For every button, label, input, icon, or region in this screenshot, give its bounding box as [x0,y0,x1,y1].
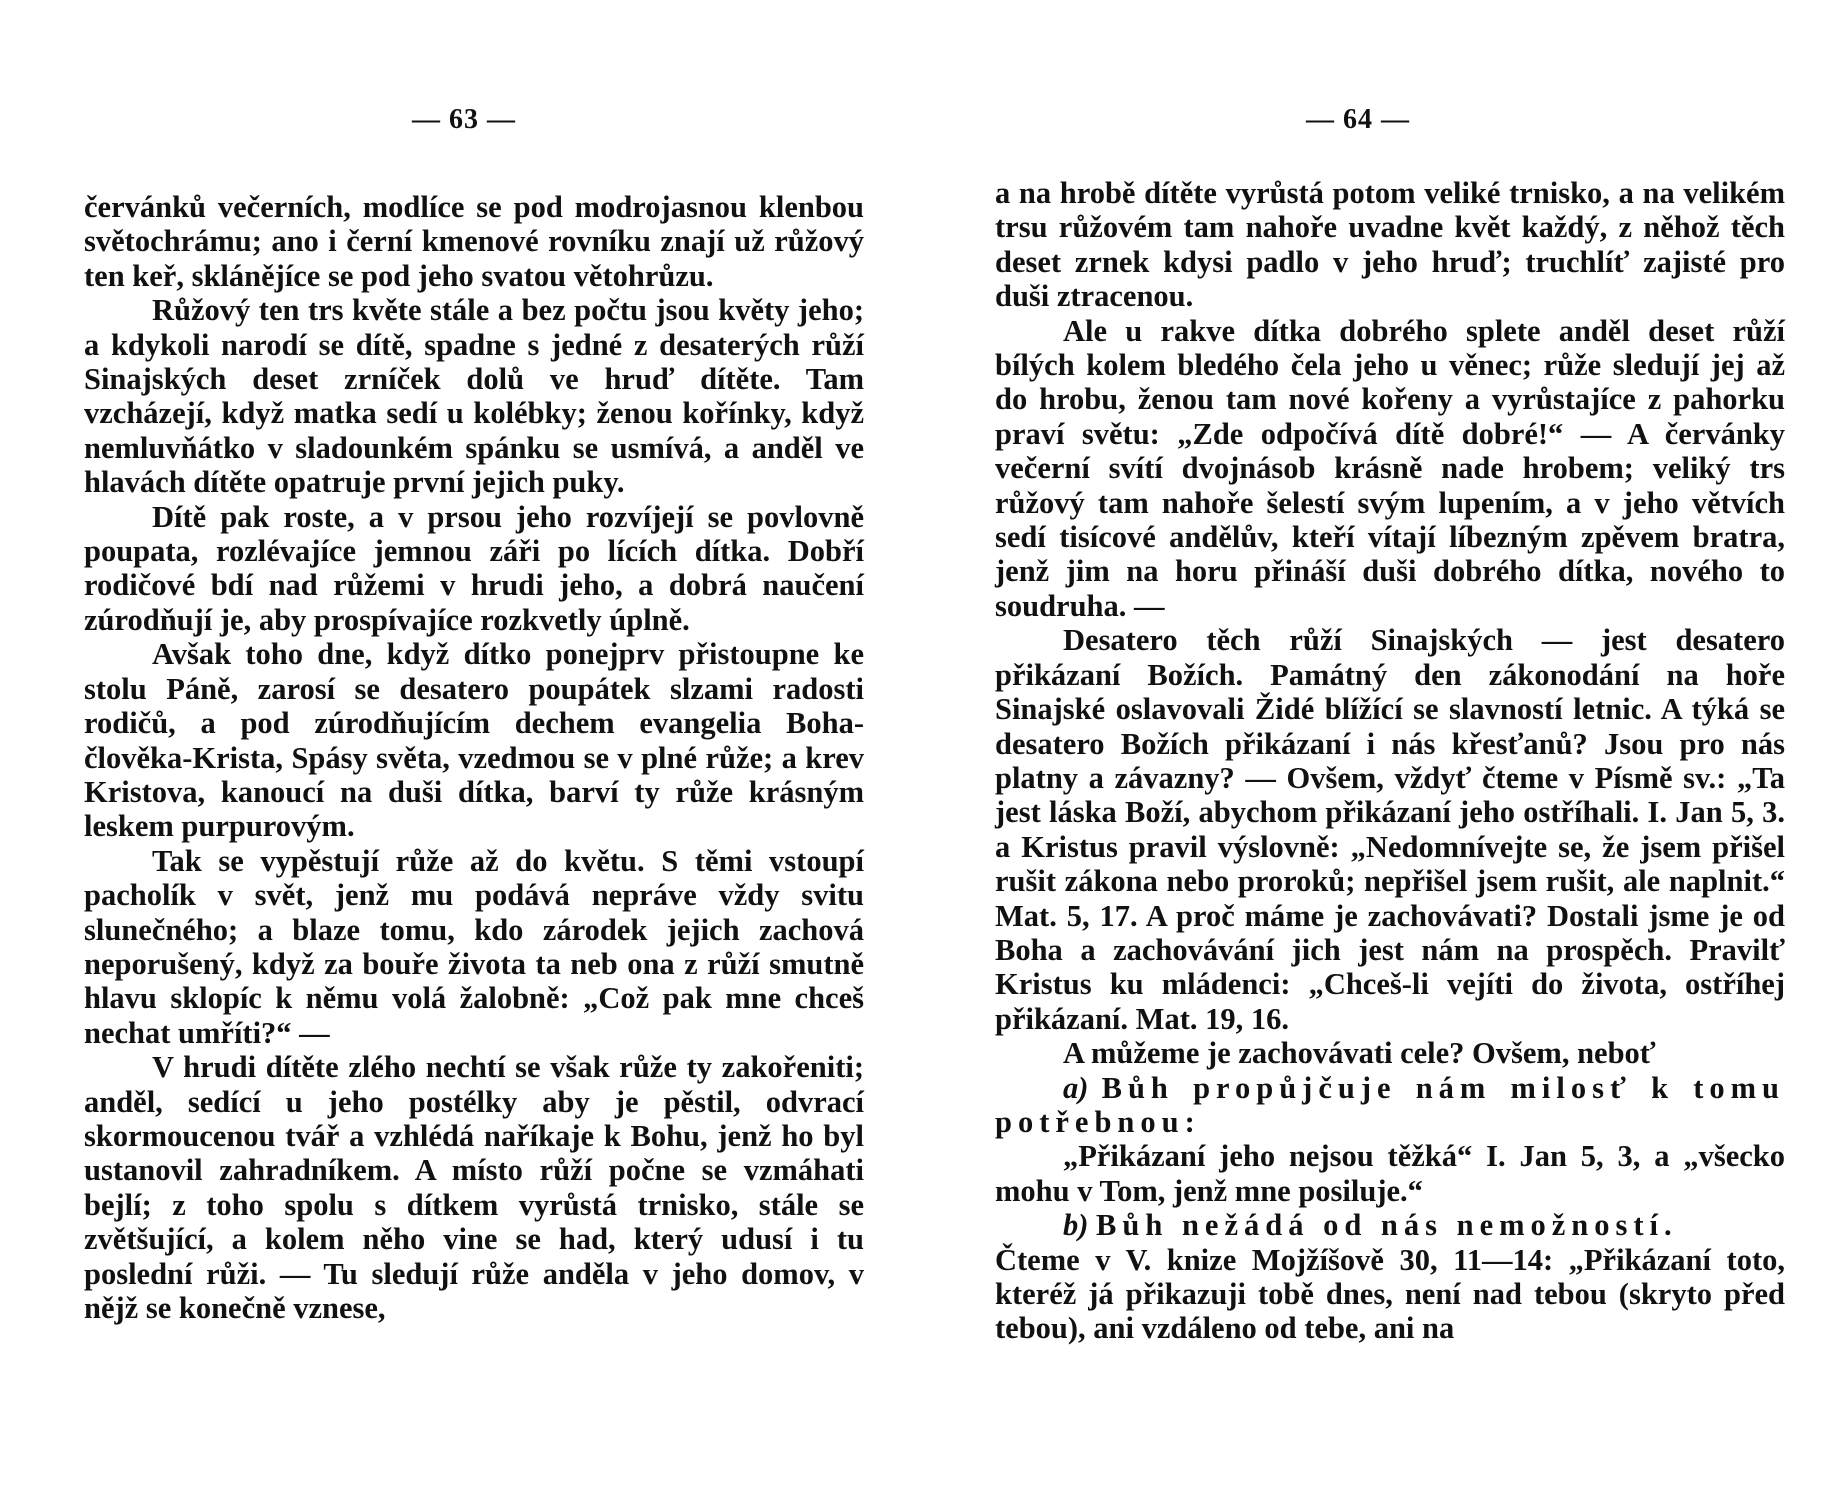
paragraph: V hrudi dítěte zlého nechtí se však růže ty zakořeniti; anděl, sedící u jeho postélky aby je pěstil, odvrací skormoucenou tvář a vzhlédá naříkaje k Bohu, jenž ho byl ustanovil zahradníkem. A místo růží počne se vzmáhati bejlí; z toho spolu s dítkem vyrůstá trnisko, stále se zvětšující, a kolem něho vine se had, který udusí i tu poslední růži. — Tu sledují růže anděla v jeho domov, v nějž se konečně vznese, [84,1050,864,1325]
left-page [84,0,864,1500]
paragraph: Čteme v V. knize Mojžíšově 30, 11—14: „Přikázaní toto, kteréž já přikazuji tobě dnes, není nad tebou (skryto před tebou), ani vzdáleno od tebe, ani na [995,1242,1785,1346]
left-page-text [84,190,864,1325]
right-page-text [995,176,1785,1346]
point-a-text: Bůh propůjčuje nám milosť k tomu potřebnou: [995,1070,1785,1139]
paragraph: Tak se vypěstují růže až do květu. S těmi vstoupí pacholík v svět, jenž mu podává nepráve vždy svitu slunečného; a blaze tomu, kdo zárodek jejich zachová neporušený, když za bouře života ta neb ona z růží smutně hlavu sklopíc k němu volá žalobně: „Což pak mne chceš nechat umříti?“ — [84,843,864,1050]
point-a [995,1071,1785,1140]
paragraph: červánků večerních, modlíce se pod modrojasnou klenbou světochrámu; ano i černí kmenové rovníku znají už růžový ten keř, sklánějíce se pod jeho svatou větohrůzu. [84,190,864,293]
page-number-right: — 64 — [1306,104,1410,135]
point-b-label: b) [1063,1208,1089,1243]
paragraph: Ale u rakve dítka dobrého splete anděl deset růží bílých kolem bledého čela jeho u věnec; růže sledují jej až do hrobu, ženou tam nové kořeny a vyrůstajíce z pahorku praví světu: „Zde odpočívá dítě dobré!“ — A červánky večerní svítí dvojnásob krásně nade hrobem; veliký trs růžový tam nahoře šelestí svým lupením, a v jeho větvích sedí tisícové andělův, kteří vítají líbezným zpěvem bratra, jenž jim na horu přináší duši dobrého dítka, nového to soudruha. — [995,313,1785,623]
paragraph: a na hrobě dítěte vyrůstá potom veliké trnisko, a na velikém trsu růžovém tam nahoře uvadne květ každý, z něhož těch deset zrnek kdysi padlo v jeho hruď; truchlíť zajisté pro duši ztracenou. [995,176,1785,314]
point-a-label: a) [1063,1070,1089,1105]
paragraph: Růžový ten trs květe stále a bez počtu jsou květy jeho; a kdykoli narodí se dítě, spadne s jedné z desaterých růží Sinajských deset zrníček dolů ve hruď dítěte. Tam vzcházejí, když matka sedí u kolébky; ženou kořínky, když nemluvňátko v sladounkém spánku se usmívá, a anděl ve hlavách dítěte opatruje první jejich puky. [84,293,864,500]
paragraph: „Přikázaní jeho nejsou těžká“ I. Jan 5, 3, a „všecko mohu v Tom, jenž mne posiluje.“ [995,1139,1785,1208]
paragraph: Desatero těch růží Sinajských — jest desatero přikázaní Božích. Památný den zákonodání na hoře Sinajské oslavovali Židé blížící se slavností letnic. A týká se desatero Božích přikázaní i nás křesťanů? Jsou pro nás platny a závazny? — Ovšem, vždyť čteme v Písmě sv.: „Ta jest láska Boží, abychom přikázaní jeho ostříhali. I. Jan 5, 3. a Kristus pravil výslovně: „Nedomnívejte se, že jsem přišel rušit zákona nebo proroků; nepřišel jsem rušit, ale naplnit.“ Mat. 5, 17. A proč máme je zachovávati? Dostali jsme je od Boha a zachovávání jich jest nám na prospěch. Pravilť Kristus ku mládenci: „Chceš-li vejíti do života, ostříhej přikázaní. Mat. 19, 16. [995,623,1785,1036]
paragraph: Dítě pak roste, a v prsou jeho rozvíjejí se povlovně poupata, rozlévajíce jemnou záři po lících dítka. Dobří rodičové bdí nad růžemi v hrudi jeho, a dobrá naučení zúrodňují je, aby prospívajíce rozkvetly úplně. [84,499,864,637]
page-number-left: — 63 — [412,104,516,135]
point-b [995,1208,1785,1242]
paragraph: Avšak toho dne, když dítko ponejprv přistoupne ke stolu Páně, zarosí se desatero poupátek slzami radosti rodičů, a pod zúrodňujícím dechem evangelia Boha-člověka-Krista, Spásy světa, vzedmou se v plné růže; a krev Kristova, kanoucí na duši dítka, barví ty růže krásným leskem purpurovým. [84,637,864,844]
paragraph: A můžeme je zachovávati cele? Ovšem, neboť [1063,1036,1656,1071]
right-page [995,0,1785,1500]
point-b-text: Bůh nežádá od nás nemožností. [1096,1208,1678,1243]
